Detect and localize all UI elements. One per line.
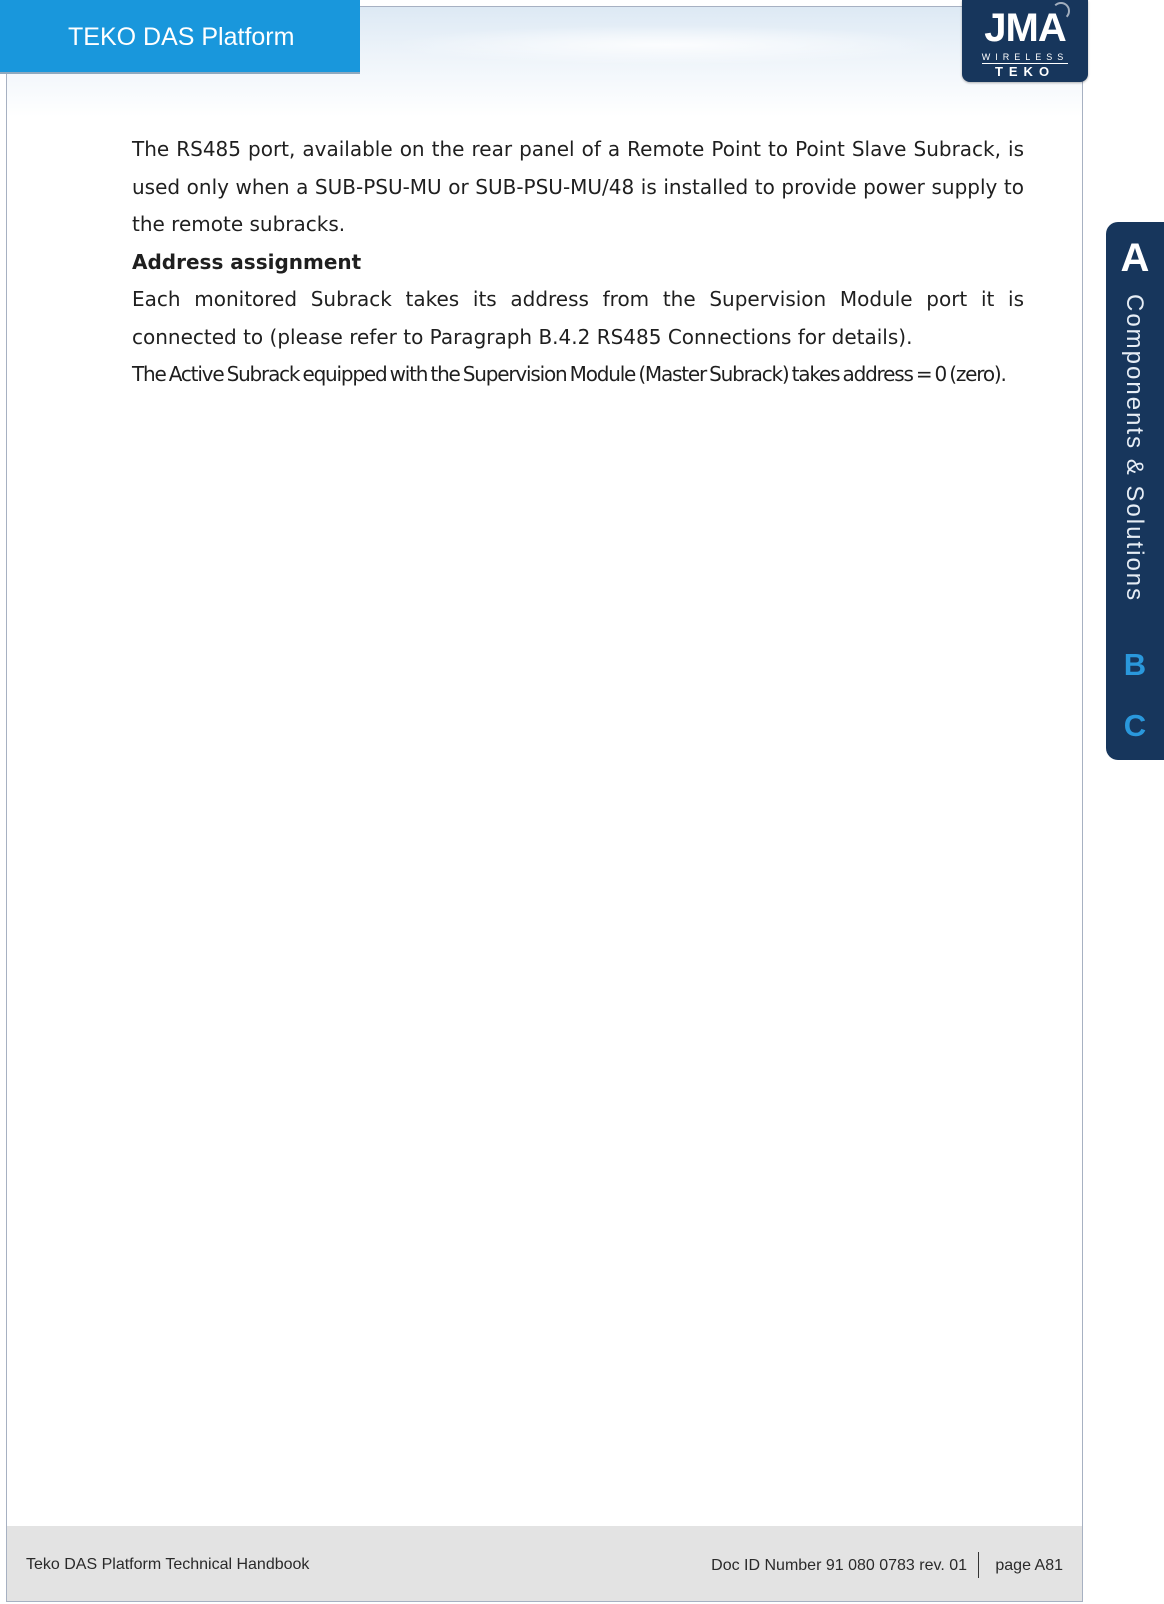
side-tab-letter-a[interactable]: A bbox=[1120, 236, 1150, 280]
page-content bbox=[132, 131, 1024, 394]
section-heading: Address assignment bbox=[132, 249, 362, 274]
platform-tab: TEKO DAS Platform bbox=[0, 0, 360, 74]
section-side-tab[interactable] bbox=[1106, 222, 1164, 760]
jma-teko-logo bbox=[962, 0, 1088, 82]
logo-brand: JMA bbox=[984, 6, 1066, 50]
footer-doc-id: Doc ID Number 91 080 0783 rev. 01 bbox=[711, 1557, 967, 1574]
logo-wireless: WIRELESS bbox=[981, 52, 1069, 62]
address-paragraph: Each monitored Subrack takes its address from the Supervision Module port it is connected to (please refer to Paragraph B.4.2 RS485 Connections for details). bbox=[132, 287, 1024, 349]
footer-page-number: page A81 bbox=[995, 1557, 1063, 1574]
footer-handbook-title: Teko DAS Platform Technical Handbook bbox=[26, 1556, 310, 1573]
side-tab-letter-c[interactable]: C bbox=[1123, 708, 1147, 743]
logo-sub: TEKO bbox=[994, 64, 1056, 79]
master-address-paragraph: The Active Subrack equipped with the Supervision Module (Master Subrack) takes address = 0 (zero). bbox=[132, 362, 1006, 386]
side-tab-letter-b[interactable]: B bbox=[1123, 647, 1147, 682]
rs485-paragraph: The RS485 port, available on the rear panel of a Remote Point to Point Slave Subrack, is used only when a SUB-PSU-MU or SUB-PSU-MU/48 is installed to provide power supply to the remote subracks. bbox=[132, 137, 1024, 236]
footer-separator bbox=[978, 1552, 979, 1578]
page-footer bbox=[7, 1526, 1082, 1601]
side-tab-label: Components & Solutions bbox=[1121, 294, 1148, 603]
